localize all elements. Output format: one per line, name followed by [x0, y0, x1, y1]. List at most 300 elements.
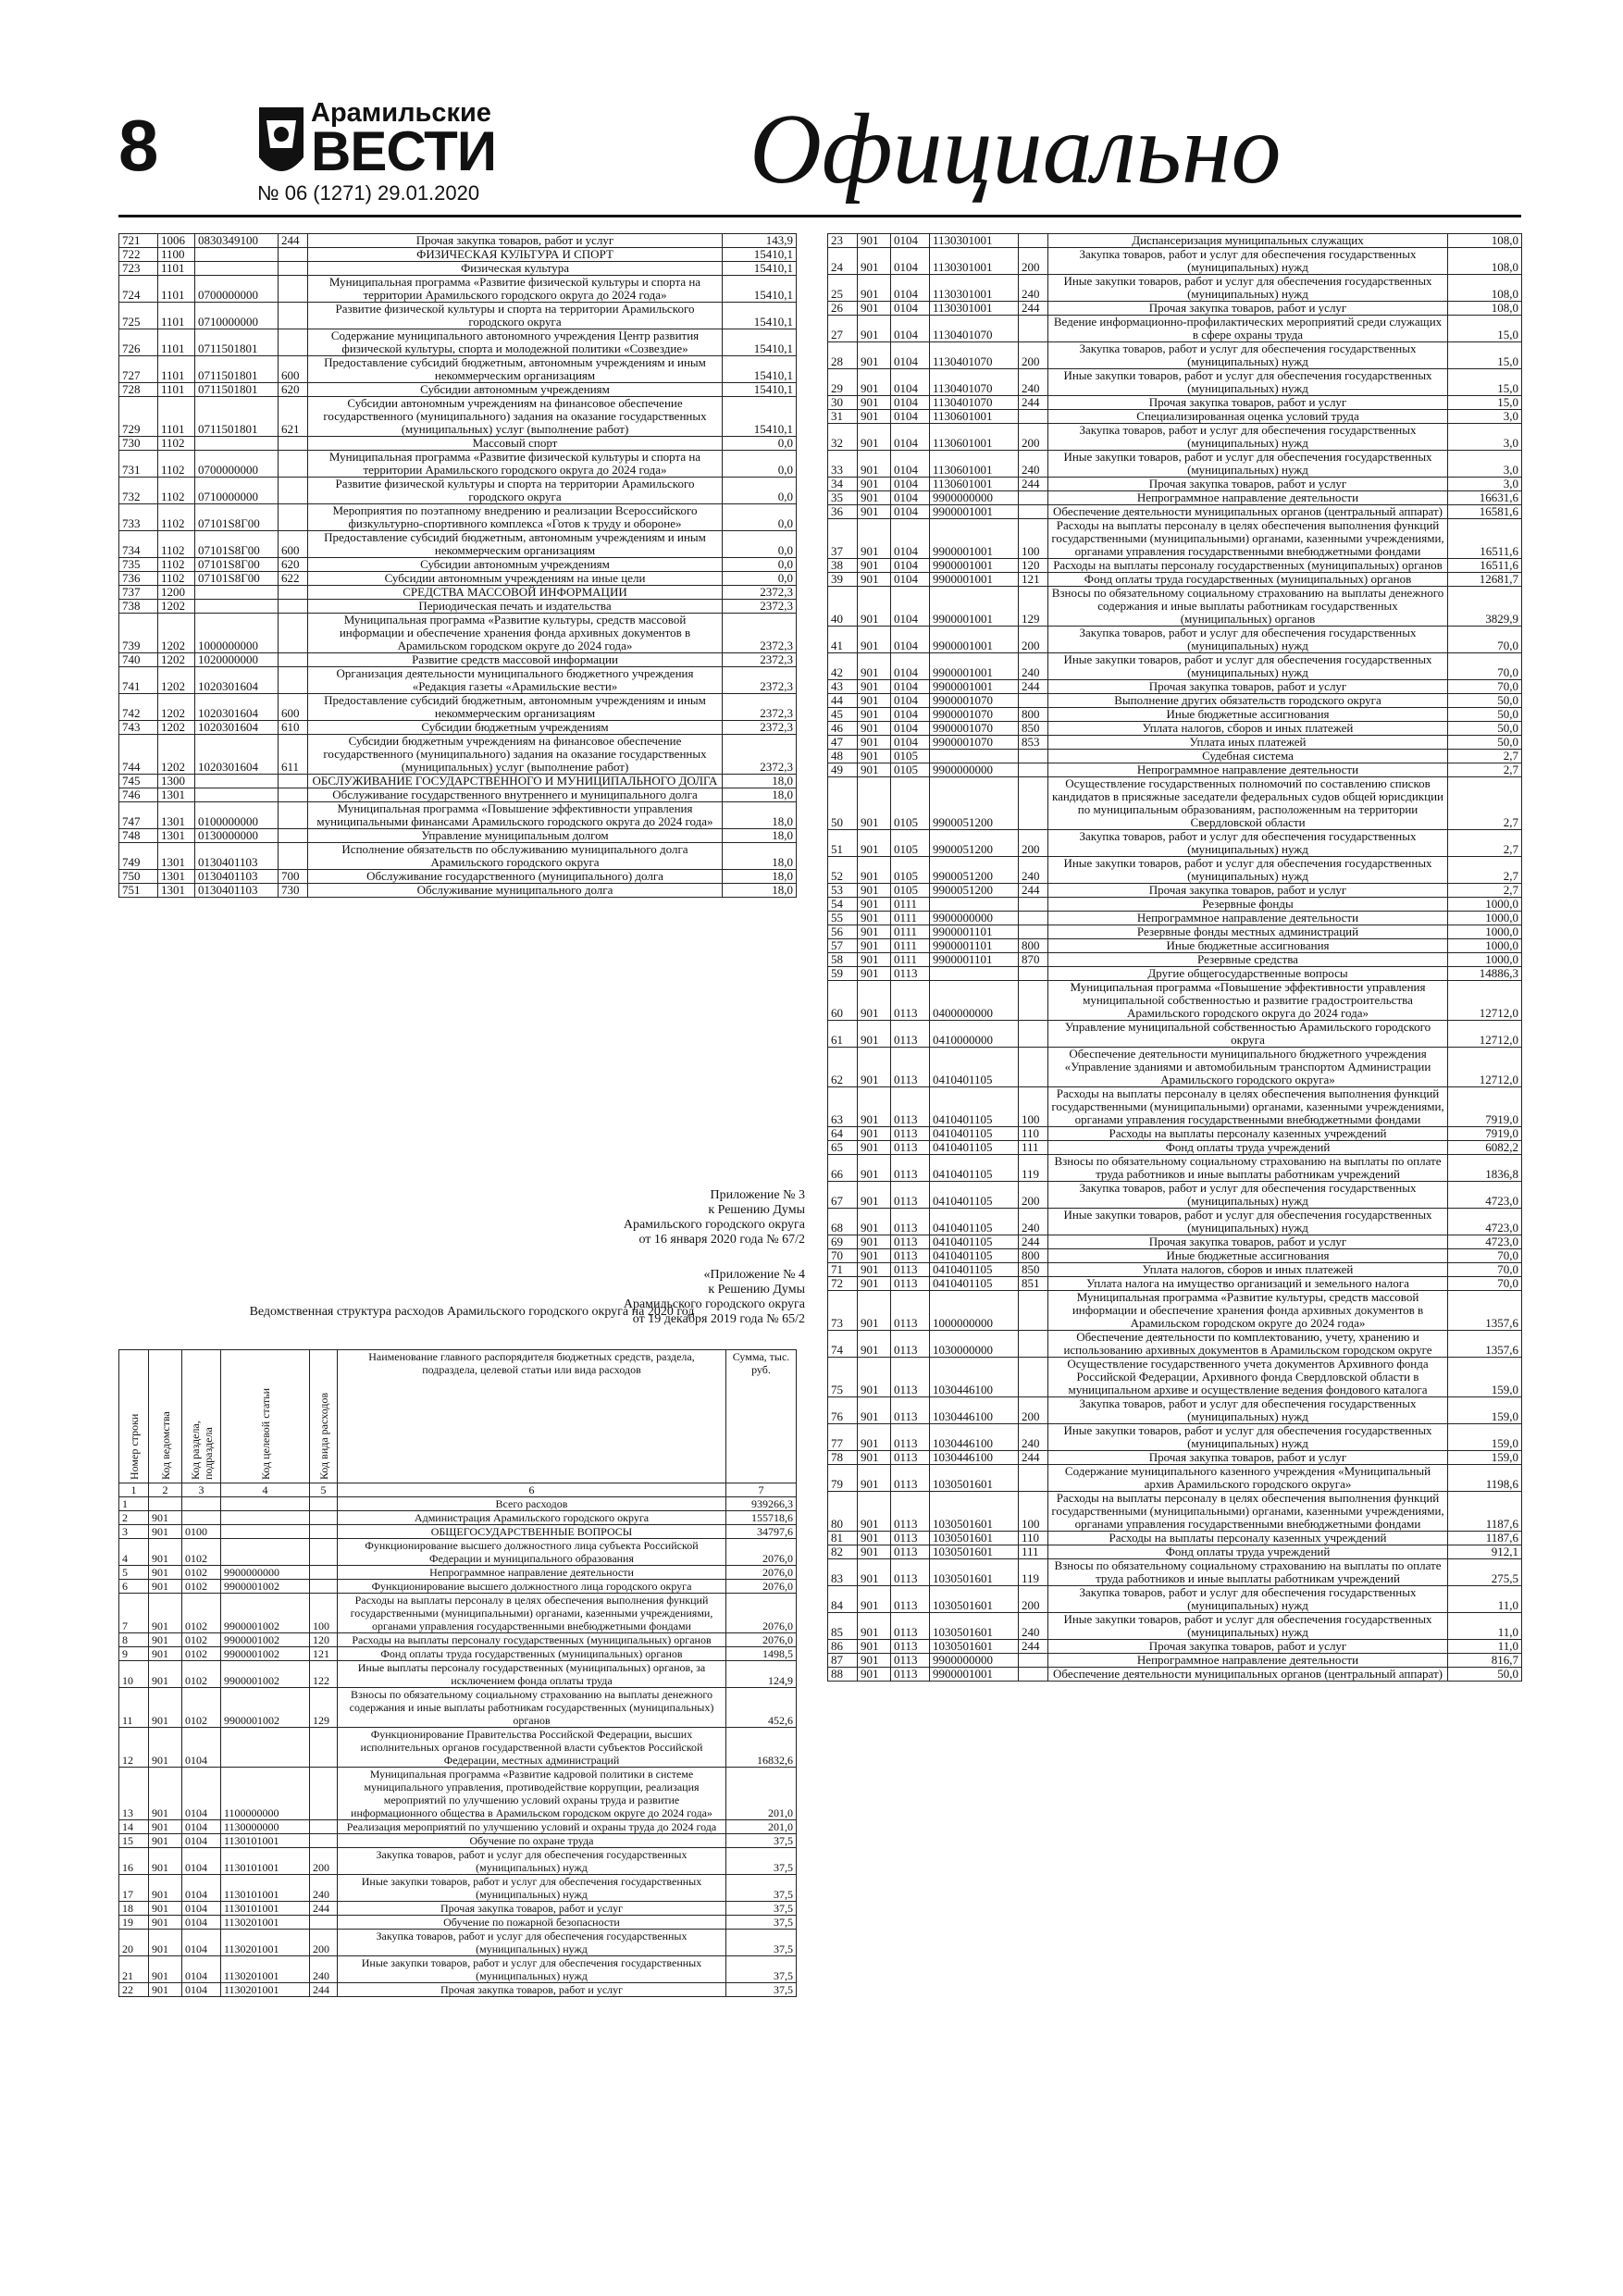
row-code: 67 [828, 1182, 858, 1209]
row-code: 41 [828, 627, 858, 653]
row-code: 60 [828, 981, 858, 1021]
row-code [279, 653, 308, 667]
row-code: 901 [858, 1545, 891, 1559]
row-code: 901 [149, 1875, 182, 1902]
row-amount: 201,0 [726, 1768, 797, 1820]
row-code [1019, 1465, 1048, 1492]
row-code [279, 775, 308, 788]
row-code: 800 [1019, 1249, 1048, 1263]
col-number: 5 [310, 1483, 338, 1497]
row-code: 9900000000 [930, 763, 1019, 777]
row-code: 9900051200 [930, 777, 1019, 830]
right-table-body [828, 234, 1522, 1682]
row-description: Осуществление государственных полномочий по составлению списков кандидатов в присяжные заседатели федеральных судов общей юрисдикции по муниципальным образованиям, расположенным на территории Свердловской области [1048, 777, 1448, 830]
row-code: 47 [828, 736, 858, 750]
row-code: 1202 [158, 667, 195, 694]
right-table [827, 233, 1522, 1682]
row-code: 49 [828, 763, 858, 777]
row-code: 901 [149, 1768, 182, 1820]
row-code: 1301 [158, 843, 195, 870]
appendix-line: к Решению Думы [708, 1283, 805, 1297]
table-row [119, 829, 797, 843]
row-code: 110 [1019, 1127, 1048, 1141]
row-code: 901 [858, 1021, 891, 1048]
row-code: 244 [1019, 1640, 1048, 1654]
row-amount: 0,0 [723, 437, 797, 451]
row-code: 1100000000 [221, 1768, 310, 1820]
row-code: 901 [858, 694, 891, 708]
row-code: 901 [858, 342, 891, 369]
row-code: 743 [119, 721, 158, 735]
row-code: 901 [858, 275, 891, 302]
row-code: 1102 [158, 531, 195, 558]
row-description: Исполнение обязательств по обслуживанию муниципального долга Арамильского городского округа [308, 843, 723, 870]
row-code: 727 [119, 356, 158, 383]
row-code: 7 [119, 1594, 149, 1633]
row-code: 57 [828, 939, 858, 953]
row-description: Расходы на выплаты персоналу государственных (муниципальных) органов [338, 1633, 726, 1647]
row-code: 73 [828, 1291, 858, 1331]
row-code: 901 [149, 1728, 182, 1768]
row-code: 1130601001 [930, 410, 1019, 424]
row-amount: 16631,6 [1448, 491, 1522, 505]
row-description: Другие общегосударственные вопросы [1048, 967, 1448, 981]
row-code: 0104 [891, 694, 930, 708]
row-code: 751 [119, 884, 158, 898]
row-code: 1130101001 [221, 1848, 310, 1875]
row-amount: 18,0 [723, 775, 797, 788]
row-code: 121 [1019, 573, 1048, 587]
row-code: 9900001002 [221, 1594, 310, 1633]
table-row [828, 912, 1522, 925]
row-code: 0104 [891, 559, 930, 573]
row-code: 901 [858, 1141, 891, 1155]
row-code: 0111 [891, 912, 930, 925]
row-code: 1102 [158, 558, 195, 572]
row-code: 1 [119, 1497, 149, 1511]
row-code: 0113 [891, 1424, 930, 1451]
table-row [119, 1956, 797, 1983]
row-code: 732 [119, 478, 158, 504]
row-code: 901 [858, 1291, 891, 1331]
row-code [310, 1511, 338, 1525]
row-code: 9900001001 [930, 505, 1019, 519]
row-code [279, 802, 308, 829]
row-code: 741 [119, 667, 158, 694]
row-code: 901 [858, 722, 891, 736]
row-code: 600 [279, 531, 308, 558]
row-code: 901 [858, 1654, 891, 1668]
logo-top-text: Арамильские [311, 98, 491, 128]
table-caption: Ведомственная структура расходов Арамильского городского округа на 2020 год [249, 1305, 695, 1319]
row-code: 23 [828, 234, 858, 248]
row-description: Развитие физической культуры и спорта на территории Арамильского городского округа [308, 478, 723, 504]
row-code [195, 248, 279, 262]
row-amount: 16511,6 [1448, 519, 1522, 559]
row-code [1019, 1358, 1048, 1397]
row-code: 1130201001 [221, 1916, 310, 1930]
row-code: 200 [1019, 1397, 1048, 1424]
row-code [195, 600, 279, 614]
row-code: 901 [858, 302, 891, 316]
row-description: Обеспечение деятельности по комплектованию, учету, хранению и использованию архивных документов в Арамильском городском округе [1048, 1331, 1448, 1358]
row-code: 0130401103 [195, 884, 279, 898]
row-code: 200 [1019, 424, 1048, 451]
row-code: 3 [119, 1525, 149, 1539]
row-code: 18 [119, 1902, 149, 1916]
row-description: Непрограммное направление деятельности [1048, 763, 1448, 777]
row-code: 0710000000 [195, 478, 279, 504]
row-code: 79 [828, 1465, 858, 1492]
row-code: 65 [828, 1141, 858, 1155]
row-description: Прочая закупка товаров, работ и услуг [1048, 884, 1448, 898]
row-code: 240 [1019, 451, 1048, 478]
row-code: 0111 [891, 898, 930, 912]
row-code: 129 [1019, 587, 1048, 627]
row-amount: 275,5 [1448, 1559, 1522, 1586]
row-code [1019, 750, 1048, 763]
row-code [1019, 1331, 1048, 1358]
row-code: 730 [119, 437, 158, 451]
appendix-line: Приложение № 3 [710, 1188, 805, 1202]
row-description: ОБЩЕГОСУДАРСТВЕННЫЕ ВОПРОСЫ [338, 1525, 726, 1539]
row-amount: 1000,0 [1448, 912, 1522, 925]
row-code: 901 [858, 248, 891, 275]
row-description: Иные закупки товаров, работ и услуг для обеспечения государственных (муниципальных) нужд [1048, 275, 1448, 302]
row-code: 62 [828, 1048, 858, 1087]
row-amount: 912,1 [1448, 1545, 1522, 1559]
row-code: 0410401105 [930, 1235, 1019, 1249]
table-row [828, 898, 1522, 912]
row-code: 100 [310, 1594, 338, 1633]
row-code: 1130201001 [221, 1956, 310, 1983]
row-code: 0113 [891, 1613, 930, 1640]
row-description: Субсидии бюджетным учреждениям на финансовое обеспечение государственного (муниципального) задания на оказание государственных (муниципальных) услуг (выполнение работ) [308, 735, 723, 775]
row-code: 9900001101 [930, 925, 1019, 939]
row-description: Непрограммное направление деятельности [338, 1566, 726, 1580]
row-description: Осуществление государственного учета документов Архивного фонда Российской Федерации, Архивного фонда Свердловской области в муниципальном архиве и осуществление ведения фондового каталога [1048, 1358, 1448, 1397]
row-description: Расходы на выплаты персоналу в целях обеспечения выполнения функций государственными (муниципальными) органами, казенными учреждениями, органами управления государственными внебюджетными фондами [338, 1594, 726, 1633]
row-description: Иные бюджетные ассигнования [1048, 939, 1448, 953]
emblem-icon [255, 102, 307, 187]
row-amount: 50,0 [1448, 736, 1522, 750]
row-code: 0104 [891, 627, 930, 653]
row-amount: 0,0 [723, 451, 797, 478]
row-code: 620 [279, 558, 308, 572]
row-code: 0104 [891, 396, 930, 410]
row-code: 0711501801 [195, 397, 279, 437]
row-code: 1020000000 [195, 653, 279, 667]
row-description: Субсидии бюджетным учреждениям [308, 721, 723, 735]
row-code: 620 [279, 383, 308, 397]
row-amount: 7919,0 [1448, 1127, 1522, 1141]
row-code: 0104 [891, 302, 930, 316]
row-code: 111 [1019, 1141, 1048, 1155]
row-code: 1301 [158, 884, 195, 898]
row-code: 69 [828, 1235, 858, 1249]
col-header: Наименование главного распорядителя бюджетных средств, раздела, подраздела, целевой статьи или вида расходов [338, 1350, 726, 1483]
row-code [310, 1916, 338, 1930]
row-code [1019, 694, 1048, 708]
table-row [828, 1586, 1522, 1613]
table-row [828, 884, 1522, 898]
row-code: 1200 [158, 586, 195, 600]
row-description: Обеспечение деятельности муниципальных органов (центральный аппарат) [1048, 1668, 1448, 1682]
row-code: 83 [828, 1559, 858, 1586]
row-code: 0410000000 [930, 1021, 1019, 1048]
table-row [828, 1155, 1522, 1182]
table-row [828, 722, 1522, 736]
row-amount: 1357,6 [1448, 1291, 1522, 1331]
row-code: 1202 [158, 694, 195, 721]
row-description: Закупка товаров, работ и услуг для обеспечения государственных (муниципальных) нужд [338, 1930, 726, 1956]
row-amount: 6082,2 [1448, 1141, 1522, 1155]
row-code: 737 [119, 586, 158, 600]
row-code [1019, 410, 1048, 424]
row-description: Развитие средств массовой информации [308, 653, 723, 667]
table-row [828, 519, 1522, 559]
table-row [119, 1875, 797, 1902]
table-row [119, 1834, 797, 1848]
row-amount: 15,0 [1448, 396, 1522, 410]
table-row [828, 316, 1522, 342]
row-code: 0410401105 [930, 1087, 1019, 1127]
row-code: 1130301001 [930, 248, 1019, 275]
row-description: Прочая закупка товаров, работ и услуг [1048, 1451, 1448, 1465]
table-row [119, 1848, 797, 1875]
row-description: Уплата налога на имущество организаций и земельного налога [1048, 1277, 1448, 1291]
row-code: 901 [149, 1525, 182, 1539]
row-code: 1202 [158, 653, 195, 667]
row-code [930, 898, 1019, 912]
row-amount: 18,0 [723, 788, 797, 802]
row-code: 1030501601 [930, 1559, 1019, 1586]
row-amount: 12681,7 [1448, 573, 1522, 587]
row-code: 19 [119, 1916, 149, 1930]
row-code: 9 [119, 1647, 149, 1661]
row-code [1019, 1654, 1048, 1668]
row-description: Фонд оплаты труда учреждений [1048, 1141, 1448, 1155]
row-code: 0104 [182, 1848, 221, 1875]
table-row [119, 262, 797, 276]
table-row [828, 1263, 1522, 1277]
row-description: Управление муниципальным долгом [308, 829, 723, 843]
row-code: 44 [828, 694, 858, 708]
row-code: 0113 [891, 1668, 930, 1682]
row-description: Фонд оплаты труда государственных (муниципальных) органов [1048, 573, 1448, 587]
row-code [310, 1768, 338, 1820]
row-code: 0104 [182, 1875, 221, 1902]
table-row [828, 627, 1522, 653]
row-code: 600 [279, 356, 308, 383]
row-amount: 0,0 [723, 572, 797, 586]
row-code: 850 [1019, 722, 1048, 736]
row-code: 0113 [891, 1182, 930, 1209]
row-description: Обслуживание государственного внутреннего и муниципального долга [308, 788, 723, 802]
row-code: 9900001101 [930, 953, 1019, 967]
row-code: 738 [119, 600, 158, 614]
row-code: 0111 [891, 953, 930, 967]
table-row [119, 1539, 797, 1566]
row-code [279, 667, 308, 694]
row-description: Фонд оплаты труда государственных (муниципальных) органов [338, 1647, 726, 1661]
table-row [119, 1983, 797, 1997]
row-code [149, 1497, 182, 1511]
table-row [828, 1668, 1522, 1682]
row-code: 12 [119, 1728, 149, 1768]
row-code: 38 [828, 559, 858, 573]
left-top-table-body [119, 234, 797, 898]
table-row [119, 721, 797, 735]
row-description: Непрограммное направление деятельности [1048, 912, 1448, 925]
row-description: Массовый спорт [308, 437, 723, 451]
row-code [182, 1511, 221, 1525]
row-description: Резервные фонды [1048, 898, 1448, 912]
row-code: 9900001070 [930, 708, 1019, 722]
row-code: 244 [310, 1902, 338, 1916]
row-code [279, 451, 308, 478]
row-description: Непрограммное направление деятельности [1048, 1654, 1448, 1668]
table-row [828, 967, 1522, 981]
row-code: 730 [279, 884, 308, 898]
row-description: Физическая культура [308, 262, 723, 276]
row-code: 122 [310, 1661, 338, 1688]
row-description: Закупка товаров, работ и услуг для обеспечения государственных (муниципальных) нужд [1048, 1397, 1448, 1424]
row-code: 70 [828, 1249, 858, 1263]
row-code: 48 [828, 750, 858, 763]
row-code: 0113 [891, 1640, 930, 1654]
row-code: 0111 [891, 939, 930, 953]
table-number-row [119, 1483, 797, 1497]
row-code: 1202 [158, 721, 195, 735]
row-code: 244 [1019, 1235, 1048, 1249]
row-code: 9900051200 [930, 884, 1019, 898]
row-amount: 16511,6 [1448, 559, 1522, 573]
row-description: Иные закупки товаров, работ и услуг для обеспечения государственных (муниципальных) нужд [1048, 653, 1448, 680]
table-row [828, 763, 1522, 777]
row-amount: 1187,6 [1448, 1492, 1522, 1532]
row-code [1019, 316, 1048, 342]
row-code: 0113 [891, 1021, 930, 1048]
row-code: 1301 [158, 870, 195, 884]
table-row [828, 478, 1522, 491]
table-row [119, 383, 797, 397]
table-row [828, 342, 1522, 369]
row-description: Иные закупки товаров, работ и услуг для обеспечения государственных (муниципальных) нужд [1048, 451, 1448, 478]
row-amount: 7919,0 [1448, 1087, 1522, 1127]
col-header: Код вида расходов [310, 1350, 338, 1483]
table-row [828, 491, 1522, 505]
row-code: 901 [858, 505, 891, 519]
row-code: 07101S8Г00 [195, 531, 279, 558]
row-code: 0113 [891, 1545, 930, 1559]
row-code: 9900001002 [221, 1661, 310, 1688]
row-code: 901 [858, 981, 891, 1021]
row-code: 1130301001 [930, 302, 1019, 316]
row-code: 901 [858, 953, 891, 967]
row-code: 0104 [182, 1930, 221, 1956]
row-amount: 50,0 [1448, 722, 1522, 736]
row-code: 0113 [891, 981, 930, 1021]
row-amount: 159,0 [1448, 1358, 1522, 1397]
row-code: 0102 [182, 1580, 221, 1594]
row-code: 1030446100 [930, 1397, 1019, 1424]
row-code: 29 [828, 369, 858, 396]
row-code: 901 [149, 1848, 182, 1875]
row-amount: 15,0 [1448, 369, 1522, 396]
row-description: Администрация Арамильского городского округа [338, 1511, 726, 1525]
row-description: Закупка товаров, работ и услуг для обеспечения государственных (муниципальных) нужд [1048, 830, 1448, 857]
row-amount: 108,0 [1448, 302, 1522, 316]
row-code: 901 [858, 898, 891, 912]
row-code: 901 [149, 1539, 182, 1566]
row-code: 0410401105 [930, 1182, 1019, 1209]
row-code: 0711501801 [195, 329, 279, 356]
table-row [119, 667, 797, 694]
row-code: 07101S8Г00 [195, 558, 279, 572]
row-code: 200 [1019, 627, 1048, 653]
row-code: 736 [119, 572, 158, 586]
row-code: 901 [858, 736, 891, 750]
row-code: 0102 [182, 1633, 221, 1647]
row-amount: 18,0 [723, 884, 797, 898]
table-row [828, 1331, 1522, 1358]
row-code: 0104 [182, 1956, 221, 1983]
row-code: 0113 [891, 1155, 930, 1182]
row-code: 0102 [182, 1594, 221, 1633]
row-code [279, 276, 308, 303]
row-description: Функционирование Правительства Российской Федерации, высших исполнительных органов государственной власти субъектов Российской Федерации, местных администраций [338, 1728, 726, 1768]
row-code: 1130201001 [221, 1930, 310, 1956]
row-code: 71 [828, 1263, 858, 1277]
row-code: 39 [828, 573, 858, 587]
table-row [119, 1525, 797, 1539]
row-amount: 2,7 [1448, 884, 1522, 898]
row-amount: 201,0 [726, 1820, 797, 1834]
row-code: 901 [858, 653, 891, 680]
row-description: Специализированная оценка условий труда [1048, 410, 1448, 424]
row-code: 1130601001 [930, 424, 1019, 451]
row-amount: 2,7 [1448, 750, 1522, 763]
row-code: 0104 [891, 519, 930, 559]
row-code: 901 [149, 1580, 182, 1594]
table-row [119, 788, 797, 802]
row-code [279, 437, 308, 451]
row-description: Непрограммное направление деятельности [1048, 491, 1448, 505]
row-code: 1030501601 [930, 1640, 1019, 1654]
row-code: 0410401105 [930, 1127, 1019, 1141]
row-description: Прочая закупка товаров, работ и услуг [1048, 1235, 1448, 1249]
row-code [195, 437, 279, 451]
row-code: 0104 [182, 1820, 221, 1834]
row-code: 0104 [182, 1768, 221, 1820]
row-amount: 108,0 [1448, 275, 1522, 302]
table-row [828, 587, 1522, 627]
table-row [119, 1820, 797, 1834]
row-code: 0104 [891, 491, 930, 505]
row-amount: 37,5 [726, 1875, 797, 1902]
row-code: 0104 [891, 275, 930, 302]
row-amount: 2076,0 [726, 1566, 797, 1580]
row-code: 901 [858, 587, 891, 627]
row-code: 901 [858, 763, 891, 777]
table-row [828, 1545, 1522, 1559]
row-code: 43 [828, 680, 858, 694]
row-description: Взносы по обязательному социальному страхованию на выплаты по оплате труда работников и иные выплаты работникам учреждений [1048, 1559, 1448, 1586]
row-code: 0113 [891, 1492, 930, 1532]
row-code [310, 1566, 338, 1580]
row-code: 0130401103 [195, 870, 279, 884]
